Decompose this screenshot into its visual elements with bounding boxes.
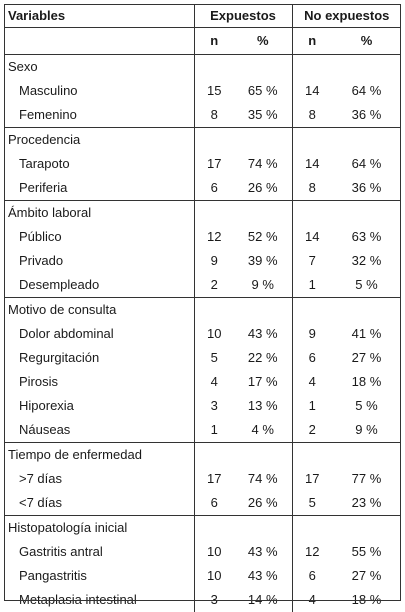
expuestos-pct: 39 % (234, 249, 292, 273)
no-expuestos-n: 9 (292, 322, 332, 346)
header-row-subcols (4, 28, 401, 55)
empty-cell (194, 516, 234, 541)
empty-cell (234, 298, 292, 323)
expuestos-header: Expuestos (194, 5, 292, 28)
table-row (4, 564, 401, 588)
table-row (4, 346, 401, 370)
no-expuestos-n: 17 (292, 467, 332, 491)
expuestos-n: 10 (194, 540, 234, 564)
no-expuestos-n: 5 (292, 491, 332, 516)
no-expuestos-n: 4 (292, 370, 332, 394)
row-label: >7 días (4, 467, 194, 491)
table-row (4, 273, 401, 298)
expuestos-n: 15 (194, 79, 234, 103)
expuestos-pct: 26 % (234, 491, 292, 516)
row-label: Regurgitación (4, 346, 194, 370)
empty-cell (234, 443, 292, 468)
expuestos-pct: 22 % (234, 346, 292, 370)
no-expuestos-n: 1 (292, 394, 332, 418)
table-row (4, 467, 401, 491)
expuestos-pct: 52 % (234, 225, 292, 249)
row-label: Periferia (4, 176, 194, 201)
expuestos-pct: 17 % (234, 370, 292, 394)
expuestos-n: 6 (194, 176, 234, 201)
section-title: Ámbito laboral (4, 201, 194, 226)
expuestos-pct: 35 % (234, 103, 292, 128)
expuestos-n: 12 (194, 225, 234, 249)
expuestos-n: 6 (194, 491, 234, 516)
expuestos-pct: 9 % (234, 273, 292, 298)
table-row (4, 418, 401, 443)
row-label: Femenino (4, 103, 194, 128)
no-expuestos-pct: 77 % (332, 467, 401, 491)
variables-header-spacer (4, 28, 194, 55)
no-expuestos-pct: 5 % (332, 273, 401, 298)
no-expuestos-pct: 18 % (332, 370, 401, 394)
no-expuestos-pct: 9 % (332, 418, 401, 443)
no-expuestos-pct: 55 % (332, 540, 401, 564)
empty-cell (332, 298, 401, 323)
expuestos-pct: 43 % (234, 322, 292, 346)
empty-cell (194, 201, 234, 226)
section-row (4, 128, 401, 153)
empty-cell (332, 443, 401, 468)
row-label: Tarapoto (4, 152, 194, 176)
section-row (4, 55, 401, 80)
no-expuestos-n: 8 (292, 103, 332, 128)
table-row (4, 322, 401, 346)
data-table (4, 4, 401, 612)
no-expuestos-n: 2 (292, 418, 332, 443)
section-row (4, 298, 401, 323)
row-label: Hiporexia (4, 394, 194, 418)
table-row (4, 225, 401, 249)
no-expuestos-n: 14 (292, 152, 332, 176)
no-expuestos-pct: 27 % (332, 346, 401, 370)
n-header-expuestos: n (194, 28, 234, 55)
section-title: Histopatología inicial (4, 516, 194, 541)
table-row (4, 79, 401, 103)
table-row (4, 394, 401, 418)
expuestos-pct: 43 % (234, 540, 292, 564)
empty-cell (194, 298, 234, 323)
expuestos-pct: 26 % (234, 176, 292, 201)
expuestos-n: 17 (194, 467, 234, 491)
section-row (4, 201, 401, 226)
row-label: Desempleado (4, 273, 194, 298)
expuestos-pct: 14 % (234, 588, 292, 612)
no-expuestos-n: 7 (292, 249, 332, 273)
no-expuestos-n: 12 (292, 540, 332, 564)
row-label: Público (4, 225, 194, 249)
empty-cell (332, 128, 401, 153)
empty-cell (332, 55, 401, 80)
table-row (4, 588, 401, 612)
empty-cell (292, 443, 332, 468)
no-expuestos-pct: 41 % (332, 322, 401, 346)
no-expuestos-n: 1 (292, 273, 332, 298)
no-expuestos-header: No expuestos (292, 5, 401, 28)
no-expuestos-pct: 64 % (332, 79, 401, 103)
empty-cell (292, 55, 332, 80)
no-expuestos-pct: 23 % (332, 491, 401, 516)
no-expuestos-pct: 63 % (332, 225, 401, 249)
no-expuestos-pct: 5 % (332, 394, 401, 418)
row-label: Pirosis (4, 370, 194, 394)
section-row (4, 516, 401, 541)
empty-cell (194, 443, 234, 468)
row-label: Privado (4, 249, 194, 273)
row-label: Metaplasia intestinal (4, 588, 194, 612)
variables-header: Variables (4, 5, 194, 28)
table-row (4, 152, 401, 176)
empty-cell (194, 55, 234, 80)
expuestos-n: 10 (194, 322, 234, 346)
row-label: Dolor abdominal (4, 322, 194, 346)
no-expuestos-n: 8 (292, 176, 332, 201)
no-expuestos-n: 14 (292, 79, 332, 103)
section-title: Motivo de consulta (4, 298, 194, 323)
table-row (4, 176, 401, 201)
no-expuestos-pct: 27 % (332, 564, 401, 588)
no-expuestos-n: 6 (292, 346, 332, 370)
empty-cell (234, 128, 292, 153)
no-expuestos-pct: 36 % (332, 176, 401, 201)
table-row (4, 103, 401, 128)
table-body (4, 55, 401, 612)
expuestos-n: 2 (194, 273, 234, 298)
expuestos-n: 3 (194, 588, 234, 612)
section-title: Tiempo de enfermedad (4, 443, 194, 468)
pct-header-no-expuestos: % (332, 28, 401, 55)
expuestos-pct: 65 % (234, 79, 292, 103)
row-label: Pangastritis (4, 564, 194, 588)
row-label: <7 días (4, 491, 194, 516)
table-row (4, 491, 401, 516)
section-title: Procedencia (4, 128, 194, 153)
expuestos-n: 17 (194, 152, 234, 176)
expuestos-n: 10 (194, 564, 234, 588)
no-expuestos-pct: 18 % (332, 588, 401, 612)
row-label: Gastritis antral (4, 540, 194, 564)
expuestos-pct: 4 % (234, 418, 292, 443)
section-row (4, 443, 401, 468)
expuestos-n: 1 (194, 418, 234, 443)
row-label: Masculino (4, 79, 194, 103)
empty-cell (332, 201, 401, 226)
empty-cell (234, 55, 292, 80)
table-row (4, 540, 401, 564)
empty-cell (194, 128, 234, 153)
section-title: Sexo (4, 55, 194, 80)
expuestos-n: 4 (194, 370, 234, 394)
empty-cell (234, 516, 292, 541)
table-row (4, 249, 401, 273)
no-expuestos-n: 14 (292, 225, 332, 249)
empty-cell (292, 201, 332, 226)
no-expuestos-n: 6 (292, 564, 332, 588)
empty-cell (292, 298, 332, 323)
expuestos-n: 5 (194, 346, 234, 370)
expuestos-n: 8 (194, 103, 234, 128)
expuestos-n: 9 (194, 249, 234, 273)
table-row (4, 370, 401, 394)
no-expuestos-pct: 64 % (332, 152, 401, 176)
expuestos-pct: 43 % (234, 564, 292, 588)
header-row-groups (4, 5, 401, 28)
empty-cell (234, 201, 292, 226)
expuestos-n: 3 (194, 394, 234, 418)
empty-cell (292, 128, 332, 153)
row-label: Náuseas (4, 418, 194, 443)
pct-header-expuestos: % (234, 28, 292, 55)
no-expuestos-n: 4 (292, 588, 332, 612)
no-expuestos-pct: 32 % (332, 249, 401, 273)
expuestos-pct: 74 % (234, 152, 292, 176)
empty-cell (332, 516, 401, 541)
no-expuestos-pct: 36 % (332, 103, 401, 128)
n-header-no-expuestos: n (292, 28, 332, 55)
empty-cell (292, 516, 332, 541)
expuestos-pct: 74 % (234, 467, 292, 491)
expuestos-pct: 13 % (234, 394, 292, 418)
